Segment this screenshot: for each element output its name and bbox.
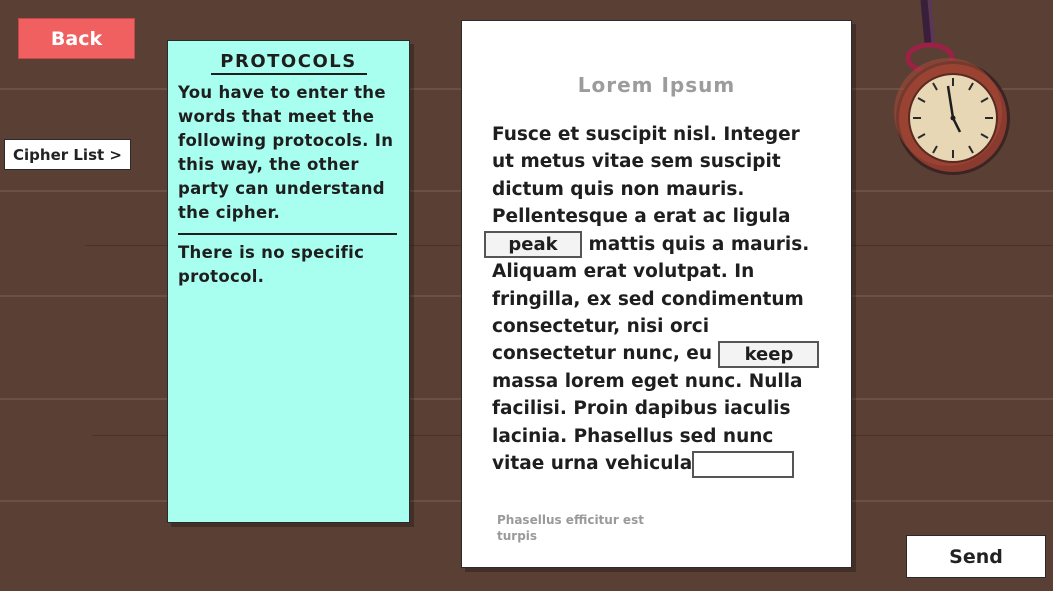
- back-button[interactable]: Back: [18, 18, 135, 59]
- word-blank-2[interactable]: keep: [718, 341, 819, 368]
- letter-title: Lorem Ipsum: [577, 73, 736, 97]
- protocols-rule: There is no specific protocol.: [178, 243, 365, 286]
- cipher-list-button[interactable]: Cipher List >: [4, 139, 131, 170]
- letter-text-segment: massa lorem eget nunc. Nulla facilisi. Proin dapibus iaculis lacinia. Phasellus sed nunc vitae urna vehicula: [492, 370, 803, 475]
- pocket-watch-icon: [888, 0, 1028, 180]
- protocols-title: PROTOCOLS: [211, 51, 367, 75]
- cipher-letter: [461, 20, 852, 568]
- letter-text-segment: Fusce et suscipit nisl. Integer ut metus vitae sem suscipit dictum quis non mauris. Pellentesque a erat ac ligula: [492, 124, 800, 228]
- word-blank-1[interactable]: peak: [484, 231, 582, 258]
- protocols-card: [167, 40, 410, 523]
- protocols-instruction: You have to enter the words that meet the following protocols. In this way, the other party can understand the cipher.: [178, 83, 394, 222]
- protocols-divider: [178, 233, 397, 235]
- word-blank-3[interactable]: [692, 451, 794, 478]
- letter-body: [492, 121, 822, 478]
- letter-footer: Phasellus efficitur est turpis: [497, 513, 644, 543]
- send-button[interactable]: Send: [906, 535, 1046, 578]
- letter-text-segment: mattis quis a mauris. Aliquam erat volutpat. In fringilla, ex sed condimentum consectetur, nisi orci consectetur nunc, eu: [492, 233, 810, 365]
